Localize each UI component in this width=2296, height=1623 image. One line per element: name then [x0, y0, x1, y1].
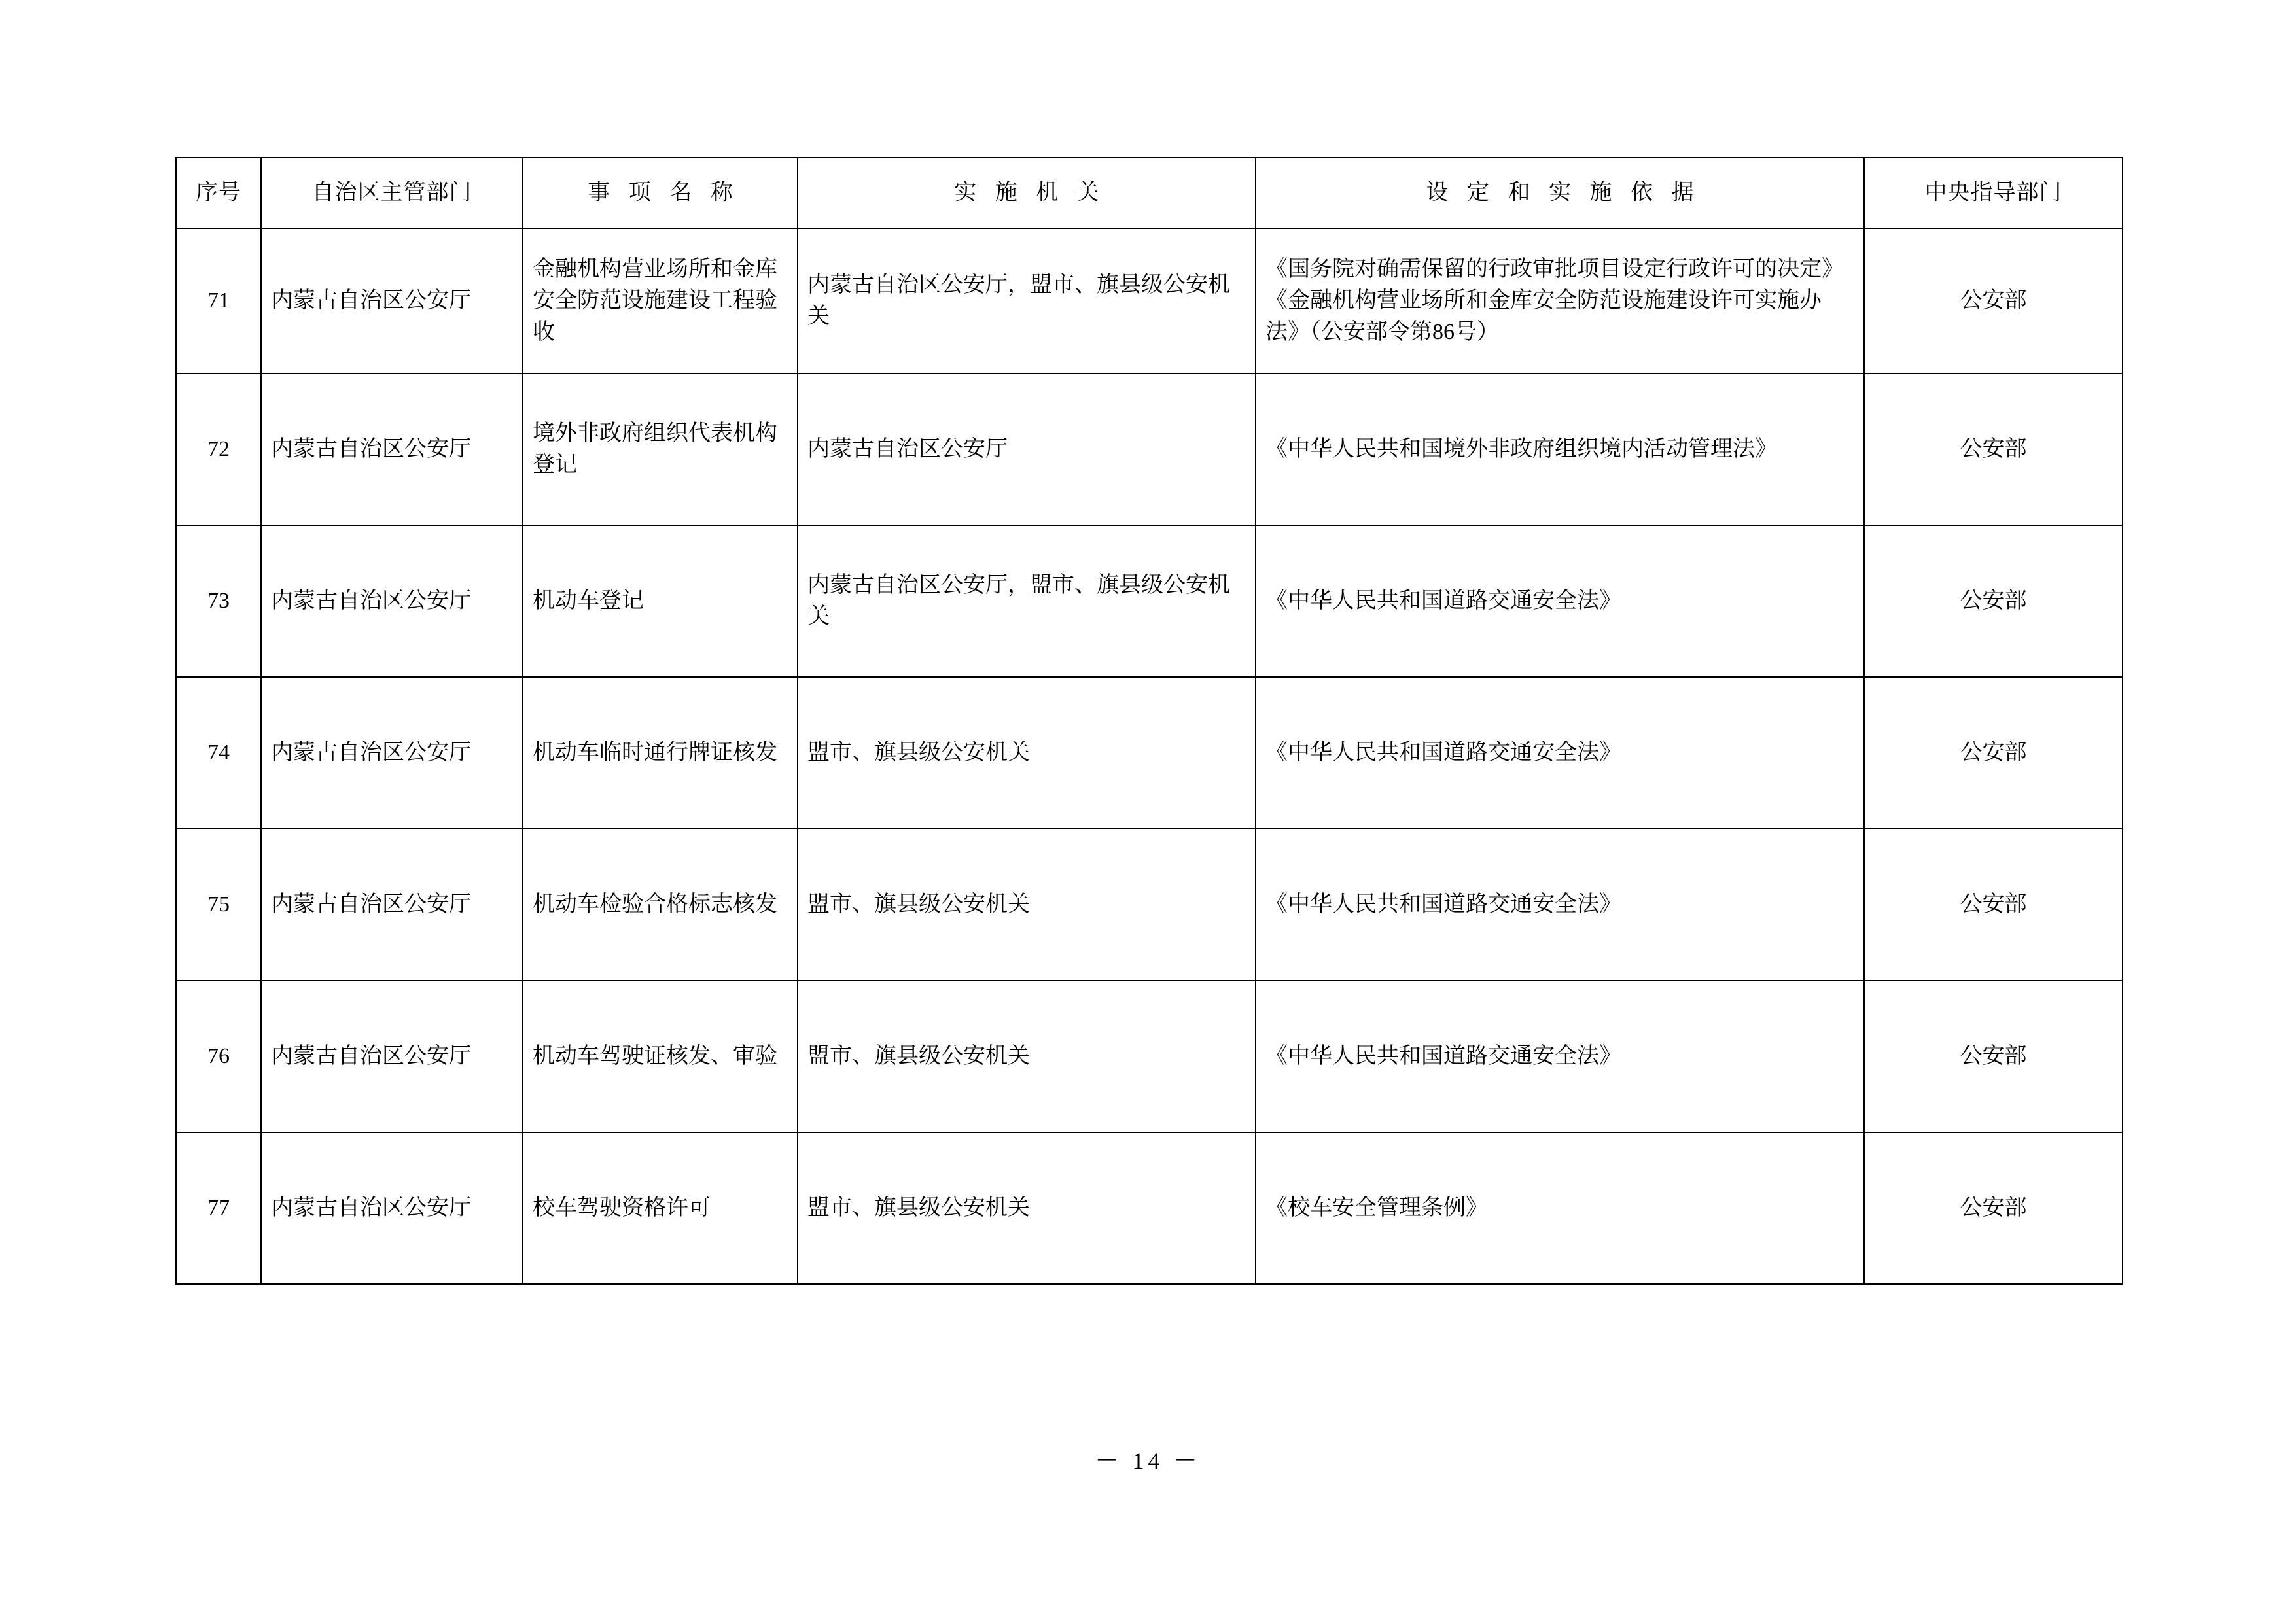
cell-item-name: 金融机构营业场所和金库安全防范设施建设工程验收: [523, 228, 798, 374]
cell-implementing-organ: 内蒙古自治区公安厅，盟市、旗县级公安机关: [798, 525, 1256, 677]
cell-central-department: 公安部: [1864, 829, 2123, 981]
page-number: － 14 －: [1095, 1448, 1201, 1474]
cell-implementing-organ: 内蒙古自治区公安厅: [798, 374, 1256, 525]
cell-department: 内蒙古自治区公安厅: [261, 525, 523, 677]
cell-item-name: 机动车临时通行牌证核发: [523, 677, 798, 829]
cell-basis: 《中华人民共和国道路交通安全法》: [1256, 525, 1864, 677]
table-row: [176, 829, 2123, 981]
cell-department: 内蒙古自治区公安厅: [261, 829, 523, 981]
cell-implementing-organ: 盟市、旗县级公安机关: [798, 1132, 1256, 1284]
cell-basis: 《国务院对确需保留的行政审批项目设定行政许可的决定》 《金融机构营业场所和金库安全防范设施建设许可实施办法》（公安部令第86号）: [1256, 228, 1864, 374]
cell-item-name: 机动车驾驶证核发、审验: [523, 981, 798, 1132]
cell-seq: 77: [176, 1132, 261, 1284]
cell-implementing-organ: 盟市、旗县级公安机关: [798, 677, 1256, 829]
cell-item-name: 境外非政府组织代表机构登记: [523, 374, 798, 525]
cell-implementing-organ: 内蒙古自治区公安厅，盟市、旗县级公安机关: [798, 228, 1256, 374]
table-row: [176, 677, 2123, 829]
cell-basis: 《中华人民共和国道路交通安全法》: [1256, 981, 1864, 1132]
cell-seq: 75: [176, 829, 261, 981]
cell-implementing-organ: 盟市、旗县级公安机关: [798, 829, 1256, 981]
cell-department: 内蒙古自治区公安厅: [261, 677, 523, 829]
table-row: [176, 374, 2123, 525]
cell-central-department: 公安部: [1864, 228, 2123, 374]
table-header: [176, 158, 2123, 228]
table-row: [176, 228, 2123, 374]
cell-basis: 《中华人民共和国道路交通安全法》: [1256, 829, 1864, 981]
cell-item-name: 机动车登记: [523, 525, 798, 677]
cell-seq: 74: [176, 677, 261, 829]
header-item-name: 事 项 名 称: [523, 158, 798, 228]
cell-central-department: 公安部: [1864, 1132, 2123, 1284]
table-row: [176, 1132, 2123, 1284]
cell-central-department: 公安部: [1864, 525, 2123, 677]
table-row: [176, 525, 2123, 677]
header-seq: 序号: [176, 158, 261, 228]
header-central-department: 中央指导部门: [1864, 158, 2123, 228]
cell-basis: 《校车安全管理条例》: [1256, 1132, 1864, 1284]
cell-seq: 72: [176, 374, 261, 525]
cell-department: 内蒙古自治区公安厅: [261, 981, 523, 1132]
cell-implementing-organ: 盟市、旗县级公安机关: [798, 981, 1256, 1132]
cell-seq: 73: [176, 525, 261, 677]
cell-central-department: 公安部: [1864, 981, 2123, 1132]
cell-central-department: 公安部: [1864, 677, 2123, 829]
administrative-license-table: [175, 157, 2123, 1285]
cell-seq: 76: [176, 981, 261, 1132]
cell-seq: 71: [176, 228, 261, 374]
cell-item-name: 机动车检验合格标志核发: [523, 829, 798, 981]
cell-basis: 《中华人民共和国境外非政府组织境内活动管理法》: [1256, 374, 1864, 525]
header-implementing-organ: 实 施 机 关: [798, 158, 1256, 228]
cell-department: 内蒙古自治区公安厅: [261, 1132, 523, 1284]
table-row: [176, 981, 2123, 1132]
cell-department: 内蒙古自治区公安厅: [261, 228, 523, 374]
cell-central-department: 公安部: [1864, 374, 2123, 525]
administrative-license-table-container: [175, 157, 2122, 1285]
table-body: [176, 228, 2123, 1284]
header-basis: 设 定 和 实 施 依 据: [1256, 158, 1864, 228]
header-department: 自治区主管部门: [261, 158, 523, 228]
cell-item-name: 校车驾驶资格许可: [523, 1132, 798, 1284]
table-header-row: [176, 158, 2123, 228]
cell-basis: 《中华人民共和国道路交通安全法》: [1256, 677, 1864, 829]
cell-department: 内蒙古自治区公安厅: [261, 374, 523, 525]
